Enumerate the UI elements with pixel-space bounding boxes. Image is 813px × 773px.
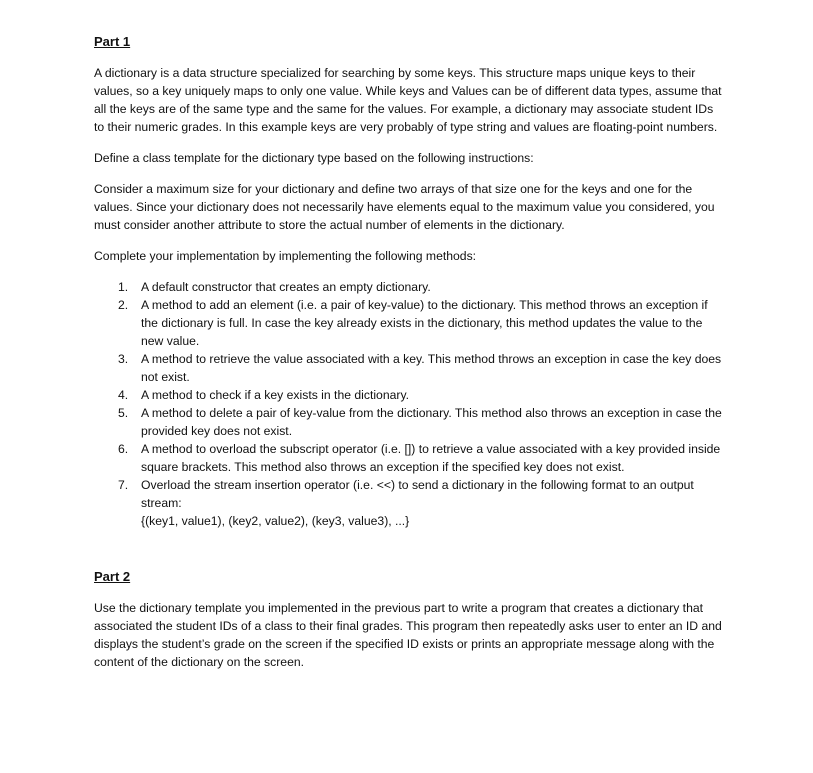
document-page bbox=[94, 33, 724, 684]
list-item-number: 6. bbox=[118, 442, 129, 456]
list-item-number: 2. bbox=[118, 298, 129, 312]
output-format-example: {(key1, value1), (key2, value2), (key3, value3), ...} bbox=[141, 514, 410, 528]
list-item-text: Overload the stream insertion operator (i.e. <<) to send a dictionary in the following format to an output stream: bbox=[141, 478, 694, 510]
list-item-number: 4. bbox=[118, 388, 129, 402]
list-item-number: 3. bbox=[118, 352, 129, 366]
list-item-number: 7. bbox=[118, 478, 129, 492]
list-item bbox=[94, 278, 724, 296]
list-item-number: 1. bbox=[118, 280, 129, 294]
list-item bbox=[94, 350, 724, 386]
part1-consider-paragraph: Consider a maximum size for your dictionary and define two arrays of that size one for the keys and one for the values. Since your dictionary does not necessarily have elements equal to the maximum value you considered, you must consider another attribute to store the actual number of elements in the dictionary. bbox=[94, 182, 715, 232]
part2-heading: Part 2 bbox=[94, 569, 131, 584]
list-item bbox=[94, 386, 724, 404]
part1-heading: Part 1 bbox=[94, 34, 131, 49]
list-item-text: A method to add an element (i.e. a pair of key-value) to the dictionary. This method throws an exception if the dictionary is full. In case the key already exists in the dictionary, this method updates the value to the new value. bbox=[141, 298, 708, 348]
list-item bbox=[94, 476, 724, 530]
part2-section bbox=[94, 568, 724, 671]
methods-list bbox=[94, 278, 724, 530]
list-item-text: A method to check if a key exists in the dictionary. bbox=[141, 388, 410, 402]
list-item bbox=[94, 296, 724, 350]
list-item-text: A method to overload the subscript operator (i.e. []) to retrieve a value associated with a key provided inside square brackets. This method also throws an exception if the specified key does not exist. bbox=[141, 442, 721, 474]
part1-complete-paragraph: Complete your implementation by implementing the following methods: bbox=[94, 249, 477, 263]
list-item-text: A method to retrieve the value associated with a key. This method throws an exception in case the key does not exist. bbox=[141, 352, 722, 384]
part1-define-paragraph: Define a class template for the dictionary type based on the following instructions: bbox=[94, 151, 534, 165]
list-item bbox=[94, 404, 724, 440]
part2-body-paragraph: Use the dictionary template you implemented in the previous part to write a program that creates a dictionary that associated the student IDs of a class to their final grades. This program then repeatedly asks user to enter an ID and displays the student’s grade on the screen if the specified ID exists or prints an appropriate message along with the content of the dictionary on the screen. bbox=[94, 601, 722, 669]
list-item-text: A method to delete a pair of key-value from the dictionary. This method also throws an exception in case the provided key does not exist. bbox=[141, 406, 722, 438]
list-item-text: A default constructor that creates an empty dictionary. bbox=[141, 280, 431, 294]
part1-intro-paragraph: A dictionary is a data structure specialized for searching by some keys. This structure maps unique keys to their values, so a key uniquely maps to only one value. While keys and Values can be of different data types, assume that all the keys are of the same type and the same for the values. For example, a dictionary may associate student IDs to their numeric grades. In this example keys are very probably of type string and values are floating-point numbers. bbox=[94, 66, 722, 134]
list-item-number: 5. bbox=[118, 406, 129, 420]
list-item bbox=[94, 440, 724, 476]
